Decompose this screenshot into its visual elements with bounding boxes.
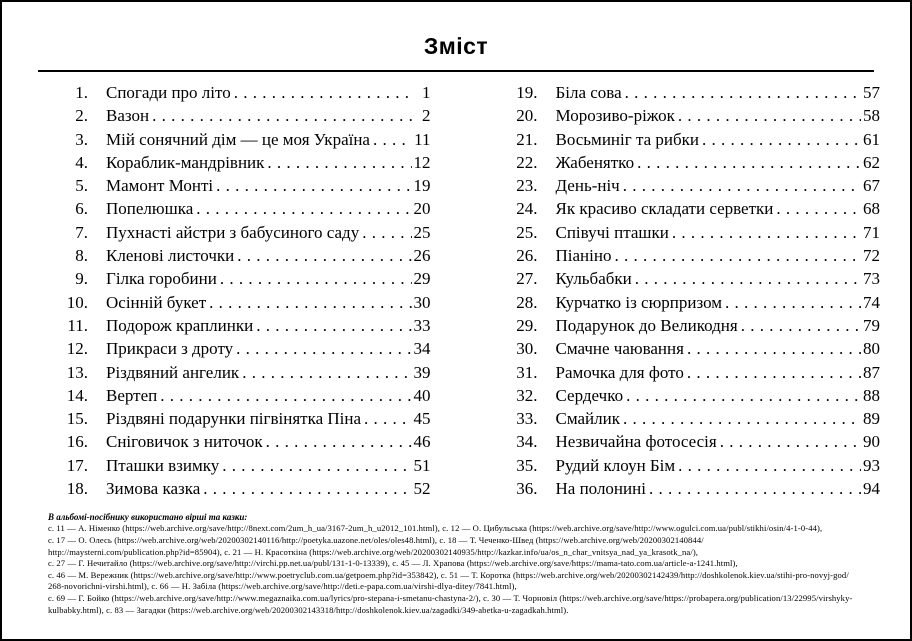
entry-title: Незвичайна фотосесія [555,432,717,452]
entry-page-number: 34 [413,339,431,359]
entry-number: 5. [75,176,88,196]
dot-leader [649,479,861,499]
entry-number: 30. [516,339,538,359]
entry-page-number: 67 [863,176,880,196]
entry-number: 13. [66,362,88,382]
entry-title: Кораблик-мандрівник [106,152,265,172]
dot-leader [152,106,411,126]
entry-title: Зимова казка [106,479,201,499]
entry-title: Сніговичок з ниточок [106,432,263,452]
toc-entry [505,269,881,292]
toc-entry [505,199,881,222]
dot-leader [637,153,861,173]
entry-page-number: 93 [863,455,880,475]
entry-page-number: 58 [863,106,880,126]
toc-entry [505,339,881,362]
toc-entry [505,363,881,386]
entry-title: Різдвяні подарунки пігвінятка Піна [106,409,362,429]
reference-line: с. 27 — Г. Нечитайло (https://web.archive.org/save/http://virchi.pp.net.ua/publ/131-1-0-13339), с. 45 — Л. Храпова (https://web.archive.org/save/https://mama-tato.com.ua/article-a-1241.html), [48,558,738,569]
page-title: Зміст [423,33,489,59]
toc-entry [55,293,431,316]
entry-page-number: 40 [413,385,431,405]
entry-page-number: 20 [413,199,431,219]
entry-title: Сердечко [555,385,624,405]
entry-title: Восьминіг та рибки [555,129,699,149]
dot-leader [234,83,412,103]
entry-title: Біла сова [555,83,622,102]
entry-number: 4. [75,152,88,172]
entry-page-number: 33 [413,315,431,335]
entry-title: Кульбабки [555,269,632,289]
dot-leader [364,409,411,429]
entry-number: 36. [516,479,538,499]
entry-number: 7. [75,222,88,242]
toc-entry [505,176,881,199]
entry-number: 20. [516,106,538,126]
entry-number: 6. [75,199,88,219]
entry-number: 18. [66,479,88,499]
entry-number: 2. [75,106,88,126]
footer-references [48,523,882,616]
toc-entry [55,339,431,362]
entry-page-number: 25 [413,222,431,242]
toc-entry [505,316,881,339]
dot-leader [678,106,861,126]
toc-entry [505,479,881,502]
entry-page-number: 73 [863,269,880,289]
entry-number: 33. [516,409,538,429]
entry-page-number: 68 [863,199,880,219]
entry-number: 31. [516,362,538,382]
entry-title: Кленові листочки [106,246,235,266]
toc-entry [505,153,881,176]
entry-title: Як красиво складати серветки [555,199,774,219]
toc-entry [55,246,431,269]
entry-title: Рудий клоун Бім [555,455,676,475]
entry-number: 19. [516,83,538,102]
dot-leader [623,409,861,429]
entry-title: Піаніно [555,246,612,266]
entry-page-number: 62 [863,152,880,172]
toc-entry [55,409,431,432]
dot-leader [373,130,412,150]
reference-line: с. 69 — Г. Бойко (https://web.archive.org/save/http://www.megaznaika.com.ua/lyrics/pro-stepana-i-smetanu-chastyna-2/), с. 30 — Т. Чорновіл (https://web.archive.org/save/https://probapera.org/publication/13/22995/virshyky- [48,592,853,603]
entry-page-number: 72 [863,246,880,266]
entry-number: 10. [66,292,88,312]
entry-title: День-ніч [555,176,620,196]
entry-page-number: 80 [863,339,880,359]
toc-entry [505,432,881,455]
entry-page-number: 1 [422,83,431,102]
entry-page-number: 74 [863,292,880,312]
reference-line: 268-novorichni-virshi.html), с. 66 — Н. Забіла (https://web.archive.org/save/http://deti.e-papa.com.ua/virshi-dlya-ditey/7841.html), [48,581,517,592]
toc-entry [55,432,431,455]
toc-column-right [505,83,881,502]
entry-page-number: 94 [863,479,880,499]
dot-leader [196,199,411,219]
toc-entry [55,363,431,386]
entry-number: 9. [75,269,88,289]
entry-title: Осінній букет [106,292,207,312]
entry-title: Смачне чаювання [555,339,684,359]
entry-page-number: 39 [413,362,431,382]
entry-title: Пухнасті айстри з бабусиного саду [106,222,360,242]
toc-entry [55,316,431,339]
dot-leader [776,199,861,219]
entry-title: Різдвяний ангелик [106,362,240,382]
dot-leader [720,432,861,452]
entry-number: 15. [66,409,88,429]
entry-page-number: 90 [863,432,880,452]
dot-leader [236,339,411,359]
toc-entry [505,106,881,129]
toc-entry [55,269,431,292]
title-divider [38,70,874,72]
reference-line: с. 11 — А. Німенко (https://web.archive.org/save/http://8next.com/2um_h_ua/3167-2um_h_u2012_101.html), с. 12 — О. Цибульська (https://web.archive.org/save/http://www.ogulci.com.ua/publ/stikhi/osin/4-1-0-44), [48,523,823,534]
footer [48,511,882,616]
footer-heading: В альбомі-посібнику використано вірші та казки: [48,512,248,523]
entry-page-number: 26 [413,246,431,266]
entry-title: Спогади про літо [106,83,231,102]
toc-entry [505,456,881,479]
entry-title: Рамочка для фото [555,362,684,382]
entry-title: Подарунок до Великодня [555,315,738,335]
table-of-contents [55,83,880,502]
entry-number: 1. [75,83,88,102]
entry-title: Гілка горобини [106,269,217,289]
dot-leader [702,130,861,150]
entry-number: 17. [66,455,88,475]
toc-entry [55,130,431,153]
entry-page-number: 19 [413,176,431,196]
dot-leader [267,153,411,173]
toc-entry [505,130,881,153]
entry-title: Подорож краплинки [106,315,254,335]
entry-page-number: 45 [413,409,431,429]
entry-title: Мій сонячний дім — це моя Україна [106,129,370,149]
entry-page-number: 30 [413,292,431,312]
entry-title: Вертеп [106,385,158,405]
entry-page-number: 61 [863,129,880,149]
dot-leader [614,246,861,266]
entry-page-number: 11 [414,129,431,149]
dot-leader [362,223,411,243]
dot-leader [672,223,861,243]
entry-title: Курчатко із сюрпризом [555,292,723,312]
toc-entry [505,223,881,246]
entry-page-number: 46 [413,432,431,452]
entry-number: 21. [516,129,538,149]
entry-title: Мамонт Монті [106,176,214,196]
dot-leader [242,363,411,383]
toc-entry [55,479,431,502]
entry-page-number: 71 [863,222,880,242]
entry-title: Морозиво-ріжок [555,106,675,126]
entry-number: 12. [66,339,88,359]
entry-number: 14. [66,385,88,405]
entry-number: 8. [75,246,88,266]
dot-leader [635,269,861,289]
entry-page-number: 29 [413,269,431,289]
entry-number: 28. [516,292,538,312]
dot-leader [725,293,861,313]
toc-entry [55,176,431,199]
entry-title: На полонині [555,479,646,499]
dot-leader [216,176,411,196]
toc-entry [55,386,431,409]
entry-title: Пташки взимку [106,455,220,475]
entry-number: 3. [75,129,88,149]
toc-entry [505,293,881,316]
toc-column-left [55,83,431,502]
entry-number: 27. [516,269,538,289]
dot-leader [625,83,861,103]
entry-page-number: 51 [413,455,431,475]
entry-page-number: 88 [863,385,880,405]
dot-leader [687,363,861,383]
dot-leader [687,339,861,359]
entry-number: 11. [67,315,88,335]
entry-page-number: 57 [863,83,880,102]
entry-page-number: 79 [863,315,880,335]
dot-leader [741,316,861,336]
entry-number: 32. [516,385,538,405]
entry-number: 29. [516,315,538,335]
toc-entry [505,83,881,106]
dot-leader [626,386,861,406]
dot-leader [209,293,411,313]
entry-number: 35. [516,455,538,475]
entry-page-number: 89 [863,409,880,429]
reference-line: kulbabky.html), с. 83 — Загадки (https://web.archive.org/web/20200302143318/http://doshkolenok.kiev.ua/zagadki/349-abetka-u-zagadkah.html). [48,604,569,615]
toc-entry [55,106,431,129]
toc-entry [55,223,431,246]
dot-leader [678,456,861,476]
toc-entry [55,83,431,106]
entry-number: 34. [516,432,538,452]
toc-entry [55,153,431,176]
entry-number: 22. [516,152,538,172]
entry-page-number: 12 [413,152,431,172]
entry-title: Прикраси з дроту [106,339,234,359]
entry-number: 26. [516,246,538,266]
reference-line: с. 17 — О. Олесь (https://web.archive.org/web/20200302140116/http://poetyka.uazone.net/oles/oles48.html), с. 18 — Т. Чеченко-Швед (https://web.archive.org/web/20200302140844/ [48,534,704,545]
entry-page-number: 52 [413,479,431,499]
dot-leader [203,479,411,499]
entry-number: 23. [516,176,538,196]
entry-page-number: 87 [863,362,880,382]
entry-title: Вазон [106,106,150,126]
dot-leader [220,269,412,289]
dot-leader [237,246,411,266]
reference-line: http://maysterni.com/publication.php?id=85904), с. 21 — Н. Красоткіна (https://web.archive.org/web/20200302140935/http://kazkar.info/ua/os_n_char_vnitsya_nad_ya_krasotk_na/), [48,546,699,557]
toc-entry [505,246,881,269]
dot-leader [266,432,412,452]
toc-entry [505,386,881,409]
entry-title: Жабенятко [555,152,635,172]
toc-entry [55,456,431,479]
entry-title: Попелюшка [106,199,194,219]
entry-page-number: 2 [422,106,431,126]
entry-number: 25. [516,222,538,242]
entry-title: Співучі пташки [555,222,669,242]
reference-line: с. 46 — М. Вережник (https://web.archive.org/save/http://www.poetryclub.com.ua/getpoem.php?id=353842), с. 51 — Т. Коротка (https://web.archive.org/web/20200302142439/http://doshkolenok.kiev.ua/stihi-pro-novyj-god/ [48,569,849,580]
dot-leader [256,316,411,336]
dot-leader [623,176,861,196]
entry-number: 24. [516,199,538,219]
dot-leader [222,456,411,476]
toc-entry [505,409,881,432]
entry-number: 16. [66,432,88,452]
dot-leader [160,386,411,406]
entry-title: Смайлик [555,409,620,429]
toc-entry [55,199,431,222]
